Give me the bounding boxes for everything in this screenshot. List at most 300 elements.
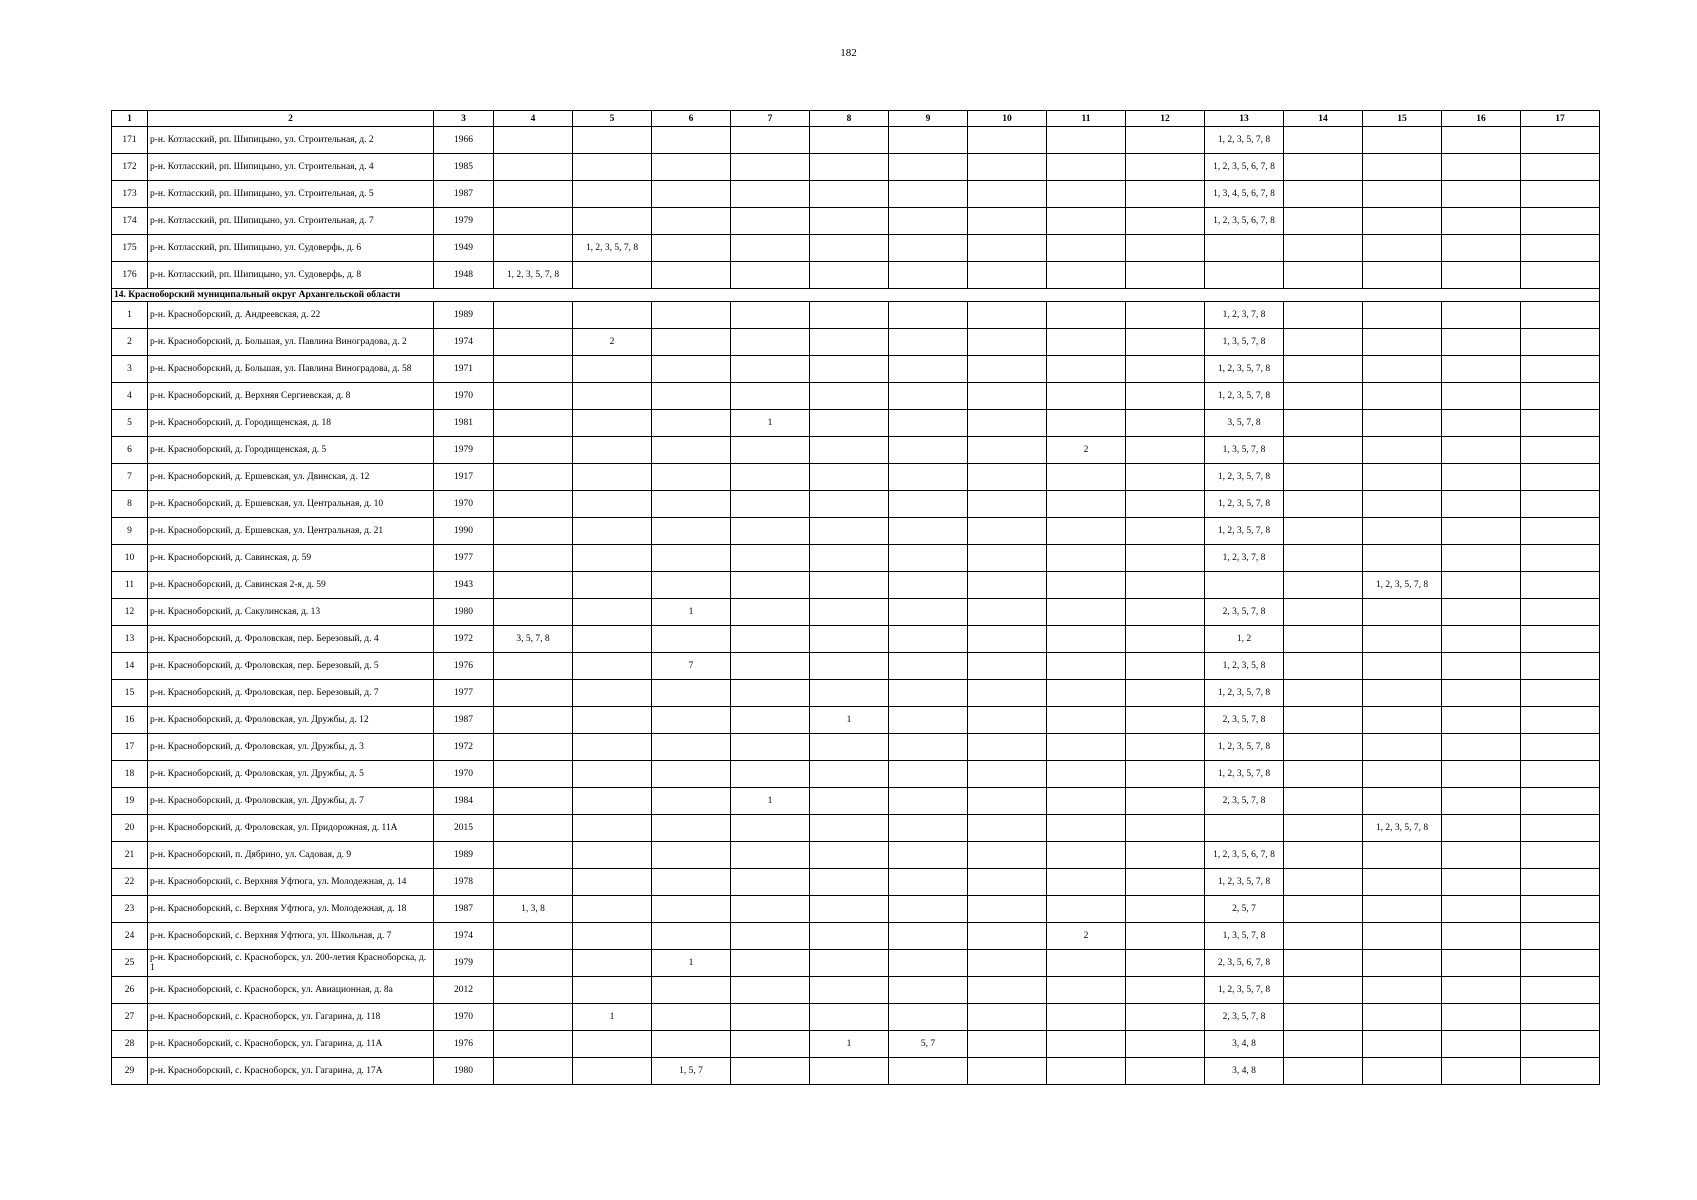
empty-cell (573, 707, 652, 734)
empty-cell (968, 896, 1047, 923)
code-cell: 1, 2, 3, 5, 7, 8 (1363, 815, 1442, 842)
empty-cell (731, 599, 810, 626)
empty-cell (1047, 653, 1126, 680)
empty-cell (1521, 410, 1600, 437)
code-cell: 1, 2, 3, 5, 7, 8 (1205, 127, 1284, 154)
empty-cell (1126, 410, 1205, 437)
empty-cell (652, 815, 731, 842)
empty-cell (1521, 383, 1600, 410)
empty-cell (1521, 545, 1600, 572)
address-cell: р-н. Красноборский, д. Сакулинская, д. 13 (148, 599, 434, 626)
address-cell: р-н. Красноборский, д. Савинская 2-я, д. 59 (148, 572, 434, 599)
empty-cell (652, 626, 731, 653)
empty-cell (889, 302, 968, 329)
empty-cell (1284, 262, 1363, 289)
empty-cell (1521, 950, 1600, 977)
table-row (112, 1004, 1600, 1031)
year-cell: 1979 (434, 208, 494, 235)
empty-cell (1047, 208, 1126, 235)
empty-cell (810, 464, 889, 491)
empty-cell (652, 977, 731, 1004)
empty-cell (1126, 154, 1205, 181)
year-cell: 1979 (434, 437, 494, 464)
empty-cell (652, 356, 731, 383)
address-cell: р-н. Красноборский, д. Андреевская, д. 22 (148, 302, 434, 329)
empty-cell (968, 491, 1047, 518)
row-number-cell: 10 (112, 545, 148, 572)
empty-cell (1363, 302, 1442, 329)
empty-cell (1284, 235, 1363, 262)
table-row (112, 356, 1600, 383)
empty-cell (573, 599, 652, 626)
address-cell: р-н. Красноборский, с. Верхняя Уфтюга, ул. Школьная, д. 7 (148, 923, 434, 950)
empty-cell (968, 302, 1047, 329)
year-cell: 1979 (434, 950, 494, 977)
empty-cell (1521, 154, 1600, 181)
empty-cell (1363, 950, 1442, 977)
empty-cell (1521, 977, 1600, 1004)
empty-cell (1363, 154, 1442, 181)
empty-cell (494, 680, 573, 707)
empty-cell (731, 235, 810, 262)
empty-cell (573, 383, 652, 410)
empty-cell (968, 329, 1047, 356)
empty-cell (1521, 329, 1600, 356)
row-number-cell: 22 (112, 869, 148, 896)
empty-cell (968, 1058, 1047, 1085)
column-header: 12 (1126, 111, 1205, 127)
empty-cell (494, 302, 573, 329)
empty-cell (1047, 1058, 1126, 1085)
empty-cell (889, 599, 968, 626)
empty-cell (968, 788, 1047, 815)
empty-cell (1126, 235, 1205, 262)
empty-cell (1126, 208, 1205, 235)
empty-cell (1442, 977, 1521, 1004)
empty-cell (810, 572, 889, 599)
empty-cell (1047, 154, 1126, 181)
empty-cell (1442, 235, 1521, 262)
empty-cell (1363, 262, 1442, 289)
empty-cell (731, 464, 810, 491)
empty-cell (1442, 680, 1521, 707)
empty-cell (652, 410, 731, 437)
empty-cell (1284, 572, 1363, 599)
empty-cell (889, 235, 968, 262)
empty-cell (968, 208, 1047, 235)
empty-cell (652, 464, 731, 491)
empty-cell (731, 302, 810, 329)
empty-cell (889, 262, 968, 289)
year-cell: 1971 (434, 356, 494, 383)
empty-cell (1047, 842, 1126, 869)
empty-cell (731, 653, 810, 680)
empty-cell (1442, 127, 1521, 154)
row-number-cell: 16 (112, 707, 148, 734)
column-header: 3 (434, 111, 494, 127)
empty-cell (573, 842, 652, 869)
empty-cell (494, 653, 573, 680)
empty-cell (731, 680, 810, 707)
empty-cell (1521, 491, 1600, 518)
row-number-cell: 173 (112, 181, 148, 208)
address-cell: р-н. Котласский, рп. Шипицыно, ул. Строительная, д. 5 (148, 181, 434, 208)
empty-cell (889, 464, 968, 491)
empty-cell (810, 950, 889, 977)
empty-cell (968, 154, 1047, 181)
address-cell: р-н. Красноборский, с. Красноборск, ул. Авиационная, д. 8а (148, 977, 434, 1004)
empty-cell (1126, 127, 1205, 154)
empty-cell (1363, 1058, 1442, 1085)
empty-cell (1047, 950, 1126, 977)
empty-cell (1126, 761, 1205, 788)
empty-cell (1363, 545, 1442, 572)
code-cell: 1, 3, 5, 7, 8 (1205, 329, 1284, 356)
empty-cell (889, 626, 968, 653)
empty-cell (968, 599, 1047, 626)
empty-cell (810, 599, 889, 626)
empty-cell (889, 572, 968, 599)
empty-cell (1284, 491, 1363, 518)
empty-cell (1126, 437, 1205, 464)
address-cell: р-н. Красноборский, д. Большая, ул. Павлина Виноградова, д. 58 (148, 356, 434, 383)
year-cell: 1987 (434, 896, 494, 923)
table-header (112, 111, 1600, 127)
column-header: 7 (731, 111, 810, 127)
code-cell: 2 (573, 329, 652, 356)
empty-cell (573, 262, 652, 289)
empty-cell (652, 181, 731, 208)
empty-cell (1126, 869, 1205, 896)
address-cell: р-н. Красноборский, д. Фроловская, пер. Березовый, д. 7 (148, 680, 434, 707)
empty-cell (1284, 1004, 1363, 1031)
empty-cell (1205, 262, 1284, 289)
empty-cell (889, 127, 968, 154)
column-header: 10 (968, 111, 1047, 127)
code-cell: 1 (652, 950, 731, 977)
empty-cell (1047, 181, 1126, 208)
table-row (112, 950, 1600, 977)
empty-cell (1126, 1031, 1205, 1058)
empty-cell (1521, 653, 1600, 680)
empty-cell (652, 383, 731, 410)
empty-cell (810, 208, 889, 235)
code-cell: 1, 3, 8 (494, 896, 573, 923)
empty-cell (1363, 1031, 1442, 1058)
code-cell: 1, 3, 5, 7, 8 (1205, 923, 1284, 950)
empty-cell (1442, 262, 1521, 289)
column-header: 1 (112, 111, 148, 127)
empty-cell (573, 356, 652, 383)
table-row (112, 410, 1600, 437)
empty-cell (1126, 923, 1205, 950)
empty-cell (494, 788, 573, 815)
empty-cell (573, 896, 652, 923)
row-number-cell: 24 (112, 923, 148, 950)
address-cell: р-н. Котласский, рп. Шипицыно, ул. Строительная, д. 4 (148, 154, 434, 181)
empty-cell (1126, 842, 1205, 869)
empty-cell (1047, 329, 1126, 356)
code-cell: 1, 2, 3, 5, 6, 7, 8 (1205, 842, 1284, 869)
empty-cell (810, 545, 889, 572)
code-cell: 1, 2, 3, 5, 7, 8 (1205, 383, 1284, 410)
code-cell: 1, 3, 5, 7, 8 (1205, 437, 1284, 464)
column-header: 9 (889, 111, 968, 127)
empty-cell (1363, 869, 1442, 896)
empty-cell (1284, 437, 1363, 464)
empty-cell (1442, 761, 1521, 788)
empty-cell (1521, 1058, 1600, 1085)
empty-cell (1442, 154, 1521, 181)
code-cell: 1, 2, 3, 5, 7, 8 (573, 235, 652, 262)
empty-cell (731, 815, 810, 842)
empty-cell (1284, 464, 1363, 491)
code-cell: 3, 4, 8 (1205, 1058, 1284, 1085)
empty-cell (968, 518, 1047, 545)
empty-cell (810, 815, 889, 842)
empty-cell (1284, 127, 1363, 154)
empty-cell (494, 383, 573, 410)
empty-cell (494, 842, 573, 869)
empty-cell (652, 208, 731, 235)
empty-cell (1126, 653, 1205, 680)
empty-cell (1521, 842, 1600, 869)
empty-cell (1284, 410, 1363, 437)
empty-cell (573, 761, 652, 788)
empty-cell (652, 869, 731, 896)
empty-cell (494, 329, 573, 356)
empty-cell (494, 599, 573, 626)
empty-cell (889, 208, 968, 235)
empty-cell (1363, 181, 1442, 208)
code-cell: 1, 2, 3, 5, 7, 8 (1205, 734, 1284, 761)
empty-cell (1284, 896, 1363, 923)
empty-cell (1126, 977, 1205, 1004)
table-row (112, 302, 1600, 329)
empty-cell (1442, 734, 1521, 761)
empty-cell (810, 437, 889, 464)
empty-cell (1521, 707, 1600, 734)
row-number-cell: 2 (112, 329, 148, 356)
empty-cell (1521, 599, 1600, 626)
empty-cell (494, 545, 573, 572)
code-cell: 1, 2, 3, 5, 7, 8 (1363, 572, 1442, 599)
empty-cell (810, 734, 889, 761)
empty-cell (652, 127, 731, 154)
empty-cell (1047, 545, 1126, 572)
code-cell: 7 (652, 653, 731, 680)
empty-cell (573, 572, 652, 599)
empty-cell (573, 1058, 652, 1085)
row-number-cell: 176 (112, 262, 148, 289)
empty-cell (889, 734, 968, 761)
empty-cell (494, 869, 573, 896)
empty-cell (1126, 383, 1205, 410)
empty-cell (1442, 869, 1521, 896)
empty-cell (1047, 761, 1126, 788)
column-header: 15 (1363, 111, 1442, 127)
empty-cell (731, 1031, 810, 1058)
year-cell: 1970 (434, 1004, 494, 1031)
empty-cell (573, 518, 652, 545)
empty-cell (968, 464, 1047, 491)
empty-cell (652, 302, 731, 329)
year-cell: 1976 (434, 1031, 494, 1058)
empty-cell (1284, 950, 1363, 977)
empty-cell (889, 977, 968, 1004)
empty-cell (1442, 491, 1521, 518)
empty-cell (810, 761, 889, 788)
empty-cell (1521, 626, 1600, 653)
empty-cell (1521, 815, 1600, 842)
empty-cell (889, 896, 968, 923)
year-cell: 1989 (434, 842, 494, 869)
table-row (112, 545, 1600, 572)
empty-cell (810, 383, 889, 410)
empty-cell (810, 127, 889, 154)
row-number-cell: 17 (112, 734, 148, 761)
column-header: 8 (810, 111, 889, 127)
empty-cell (810, 842, 889, 869)
empty-cell (810, 181, 889, 208)
row-number-cell: 171 (112, 127, 148, 154)
empty-cell (1521, 734, 1600, 761)
table-row (112, 329, 1600, 356)
empty-cell (1047, 734, 1126, 761)
empty-cell (652, 707, 731, 734)
row-number-cell: 8 (112, 491, 148, 518)
row-number-cell: 172 (112, 154, 148, 181)
empty-cell (494, 815, 573, 842)
empty-cell (1521, 356, 1600, 383)
empty-cell (731, 1058, 810, 1085)
table-row (112, 127, 1600, 154)
empty-cell (1126, 1004, 1205, 1031)
empty-cell (494, 923, 573, 950)
code-cell: 1 (731, 788, 810, 815)
empty-cell (731, 761, 810, 788)
row-number-cell: 20 (112, 815, 148, 842)
table-row (112, 383, 1600, 410)
empty-cell (573, 788, 652, 815)
empty-cell (810, 869, 889, 896)
year-cell: 1974 (434, 923, 494, 950)
code-cell: 1, 2, 3, 5, 7, 8 (1205, 518, 1284, 545)
code-cell: 2 (1047, 437, 1126, 464)
empty-cell (1363, 464, 1442, 491)
page-number: 182 (840, 47, 857, 59)
address-cell: р-н. Красноборский, д. Большая, ул. Павлина Виноградова, д. 2 (148, 329, 434, 356)
year-cell: 1980 (434, 1058, 494, 1085)
empty-cell (1442, 572, 1521, 599)
empty-cell (1521, 923, 1600, 950)
empty-cell (1205, 235, 1284, 262)
code-cell: 1, 2, 3, 5, 7, 8 (1205, 761, 1284, 788)
empty-cell (968, 734, 1047, 761)
address-cell: р-н. Красноборский, д. Фроловская, пер. Березовый, д. 5 (148, 653, 434, 680)
empty-cell (889, 788, 968, 815)
year-cell: 1985 (434, 154, 494, 181)
empty-cell (1284, 154, 1363, 181)
empty-cell (968, 383, 1047, 410)
empty-cell (731, 842, 810, 869)
table-row (112, 464, 1600, 491)
year-cell: 1987 (434, 707, 494, 734)
address-cell: р-н. Красноборский, д. Ершевская, ул. Центральная, д. 10 (148, 491, 434, 518)
year-cell: 1972 (434, 626, 494, 653)
table-row (112, 262, 1600, 289)
section-title: 14. Красноборский муниципальный округ Архангельской области (112, 289, 1600, 302)
empty-cell (1047, 896, 1126, 923)
empty-cell (1047, 302, 1126, 329)
row-number-cell: 26 (112, 977, 148, 1004)
empty-cell (1126, 545, 1205, 572)
table-row (112, 626, 1600, 653)
empty-cell (1126, 680, 1205, 707)
empty-cell (810, 1004, 889, 1031)
empty-cell (1126, 734, 1205, 761)
year-cell: 1949 (434, 235, 494, 262)
empty-cell (810, 626, 889, 653)
empty-cell (1363, 707, 1442, 734)
empty-cell (1047, 680, 1126, 707)
column-header: 6 (652, 111, 731, 127)
address-cell: р-н. Красноборский, д. Фроловская, ул. Дружбы, д. 7 (148, 788, 434, 815)
empty-cell (1442, 208, 1521, 235)
empty-cell (1521, 1004, 1600, 1031)
empty-cell (1284, 599, 1363, 626)
empty-cell (1126, 329, 1205, 356)
code-cell: 1, 2 (1205, 626, 1284, 653)
empty-cell (968, 235, 1047, 262)
empty-cell (731, 734, 810, 761)
code-cell: 1 (573, 1004, 652, 1031)
empty-cell (1284, 788, 1363, 815)
empty-cell (731, 383, 810, 410)
empty-cell (652, 518, 731, 545)
empty-cell (652, 154, 731, 181)
empty-cell (1363, 842, 1442, 869)
address-cell: р-н. Красноборский, д. Верхняя Сергиевская, д. 8 (148, 383, 434, 410)
table-row (112, 653, 1600, 680)
empty-cell (1442, 950, 1521, 977)
year-cell: 1917 (434, 464, 494, 491)
table-row (112, 235, 1600, 262)
address-cell: р-н. Красноборский, д. Ершевская, ул. Центральная, д. 21 (148, 518, 434, 545)
code-cell: 1, 3, 4, 5, 6, 7, 8 (1205, 181, 1284, 208)
code-cell: 1, 2, 3, 7, 8 (1205, 545, 1284, 572)
empty-cell (889, 491, 968, 518)
empty-cell (1363, 329, 1442, 356)
empty-cell (810, 154, 889, 181)
empty-cell (968, 869, 1047, 896)
code-cell: 1 (652, 599, 731, 626)
empty-cell (968, 181, 1047, 208)
column-header: 11 (1047, 111, 1126, 127)
empty-cell (731, 491, 810, 518)
empty-cell (573, 437, 652, 464)
empty-cell (1442, 181, 1521, 208)
column-header: 4 (494, 111, 573, 127)
empty-cell (1284, 518, 1363, 545)
year-cell: 1970 (434, 383, 494, 410)
empty-cell (494, 1004, 573, 1031)
empty-cell (1284, 208, 1363, 235)
empty-cell (968, 653, 1047, 680)
empty-cell (1363, 127, 1442, 154)
empty-cell (1521, 302, 1600, 329)
empty-cell (889, 1004, 968, 1031)
